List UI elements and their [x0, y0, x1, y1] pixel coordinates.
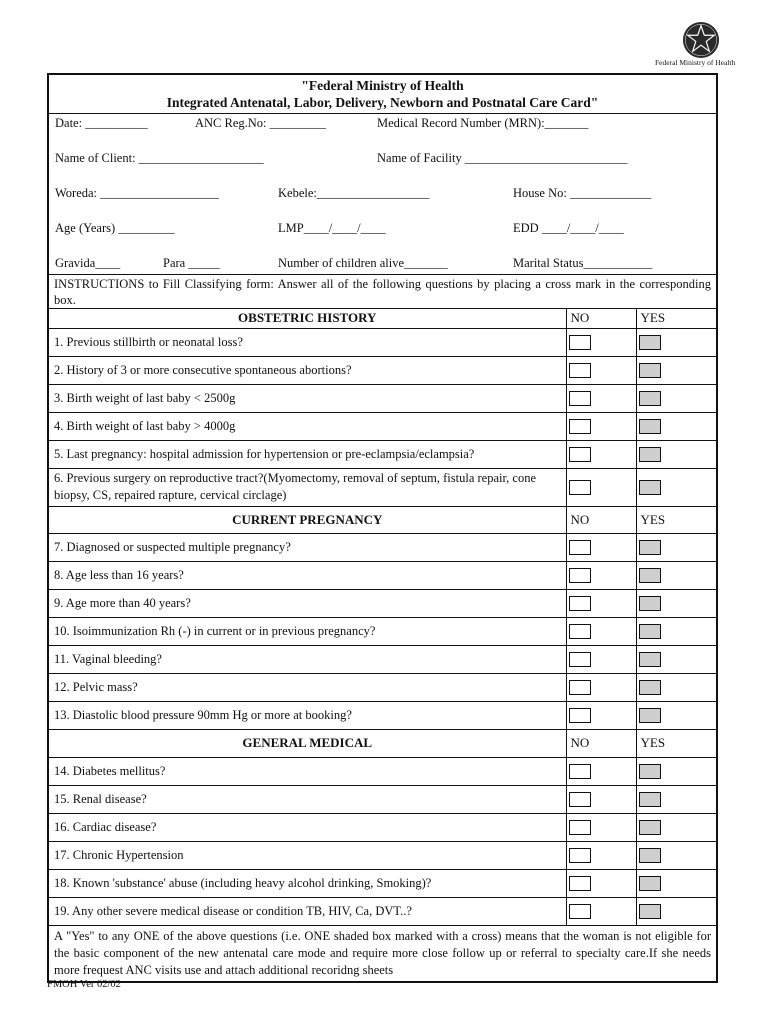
yes-cell: [636, 328, 716, 356]
no-cell: [566, 589, 636, 617]
yes-checkbox-shaded[interactable]: [639, 419, 661, 434]
yes-cell: [636, 617, 716, 645]
yes-checkbox-shaded[interactable]: [639, 708, 661, 723]
no-cell: [566, 412, 636, 440]
client-name-field[interactable]: Name of Client: ____________________: [55, 151, 264, 165]
section-header-row: [49, 729, 716, 757]
no-cell: [566, 356, 636, 384]
yes-cell: [636, 701, 716, 729]
section-heading: CURRENT PREGNANCY: [49, 506, 566, 533]
yes-checkbox-shaded[interactable]: [639, 624, 661, 639]
question-text: 18. Known 'substance' abuse (including heavy alcohol drinking, Smoking)?: [49, 869, 566, 897]
question-row: [49, 617, 716, 645]
no-checkbox[interactable]: [569, 540, 591, 555]
question-row: [49, 356, 716, 384]
no-cell: [566, 813, 636, 841]
no-cell: [566, 897, 636, 925]
question-row: [49, 757, 716, 785]
facility-name-field[interactable]: Name of Facility __________________________: [377, 151, 628, 165]
question-row: [49, 869, 716, 897]
yes-checkbox-shaded[interactable]: [639, 480, 661, 495]
no-cell: [566, 645, 636, 673]
no-cell: [566, 701, 636, 729]
no-cell: [566, 785, 636, 813]
no-checkbox[interactable]: [569, 480, 591, 495]
children-alive-field[interactable]: Number of children alive_______: [278, 256, 448, 270]
edd-field[interactable]: EDD ____/____/____: [513, 221, 624, 235]
no-cell: [566, 841, 636, 869]
yes-checkbox-shaded[interactable]: [639, 568, 661, 583]
yes-cell: [636, 785, 716, 813]
mrn-field[interactable]: Medical Record Number (MRN):_______: [377, 116, 589, 130]
no-checkbox[interactable]: [569, 848, 591, 863]
woreda-field[interactable]: Woreda: ___________________: [55, 186, 219, 200]
yes-cell: [636, 673, 716, 701]
question-text: 7. Diagnosed or suspected multiple pregnancy?: [49, 533, 566, 561]
yes-cell: [636, 533, 716, 561]
client-info-block: [49, 114, 716, 275]
no-column-header: NO: [566, 506, 636, 533]
question-row: [49, 561, 716, 589]
no-column-header: NO: [566, 309, 636, 328]
question-text: 6. Previous surgery on reproductive tract?(Myomectomy, removal of septum, fistula repair, cone biopsy, CS, repaired rapture, cervical circlage): [49, 468, 566, 506]
yes-column-header: YES: [636, 506, 716, 533]
no-checkbox[interactable]: [569, 904, 591, 919]
yes-checkbox-shaded[interactable]: [639, 540, 661, 555]
instructions: INSTRUCTIONS to Fill Classifying form: Answer all of the following questions by placing a cross mark in the corresponding box.: [49, 275, 716, 309]
star-emblem-icon: [682, 21, 720, 59]
care-card-form: [47, 73, 718, 983]
yes-cell: [636, 440, 716, 468]
no-checkbox[interactable]: [569, 596, 591, 611]
no-checkbox[interactable]: [569, 363, 591, 378]
yes-checkbox-shaded[interactable]: [639, 335, 661, 350]
yes-cell: [636, 869, 716, 897]
no-checkbox[interactable]: [569, 568, 591, 583]
yes-column-header: YES: [636, 309, 716, 328]
yes-cell: [636, 561, 716, 589]
no-cell: [566, 617, 636, 645]
question-text: 17. Chronic Hypertension: [49, 841, 566, 869]
lmp-field[interactable]: LMP____/____/____: [278, 221, 386, 235]
question-row: [49, 785, 716, 813]
question-text: 12. Pelvic mass?: [49, 673, 566, 701]
marital-status-field[interactable]: Marital Status___________: [513, 256, 653, 270]
eligibility-note: A "Yes" to any ONE of the above questions (i.e. ONE shaded box marked with a cross) means that the woman is not eligible for the basic component of the new antenatal care mode and require more close follow up or referral to specialty care.If she needs more frequest ANC visits use and attach additional recoridng sheets: [54, 928, 711, 977]
gravida-field[interactable]: Gravida____: [55, 256, 121, 270]
question-text: 4. Birth weight of last baby > 4000g: [49, 412, 566, 440]
yes-checkbox-shaded[interactable]: [639, 596, 661, 611]
yes-checkbox-shaded[interactable]: [639, 820, 661, 835]
no-checkbox[interactable]: [569, 680, 591, 695]
yes-checkbox-shaded[interactable]: [639, 848, 661, 863]
question-text: 14. Diabetes mellitus?: [49, 757, 566, 785]
question-text: 10. Isoimmunization Rh (-) in current or in previous pregnancy?: [49, 617, 566, 645]
question-row: [49, 384, 716, 412]
question-text: 3. Birth weight of last baby < 2500g: [49, 384, 566, 412]
form-title: [49, 75, 716, 114]
yes-cell: [636, 589, 716, 617]
question-text: 16. Cardiac disease?: [49, 813, 566, 841]
question-text: 5. Last pregnancy: hospital admission for hypertension or pre-eclampsia/eclampsia?: [49, 440, 566, 468]
para-field[interactable]: Para _____: [163, 256, 220, 270]
no-cell: [566, 440, 636, 468]
no-checkbox[interactable]: [569, 624, 591, 639]
no-checkbox[interactable]: [569, 820, 591, 835]
question-row: [49, 841, 716, 869]
no-checkbox[interactable]: [569, 792, 591, 807]
no-cell: [566, 561, 636, 589]
no-checkbox[interactable]: [569, 764, 591, 779]
no-checkbox[interactable]: [569, 419, 591, 434]
question-text: 19. Any other severe medical disease or condition TB, HIV, Ca, DVT..?: [49, 897, 566, 925]
yes-checkbox-shaded[interactable]: [639, 391, 661, 406]
form-version: FMOH Ver 02/02: [47, 979, 121, 990]
no-cell: [566, 757, 636, 785]
section-heading: OBSTETRIC HISTORY: [49, 309, 566, 328]
title-line-1: "Federal Ministry of Health: [301, 78, 464, 93]
yes-checkbox-shaded[interactable]: [639, 876, 661, 891]
section-header-row: [49, 506, 716, 533]
yes-cell: [636, 384, 716, 412]
yes-checkbox-shaded[interactable]: [639, 764, 661, 779]
no-cell: [566, 533, 636, 561]
question-row: [49, 673, 716, 701]
question-text: 11. Vaginal bleeding?: [49, 645, 566, 673]
yes-checkbox-shaded[interactable]: [639, 792, 661, 807]
no-cell: [566, 384, 636, 412]
yes-checkbox-shaded[interactable]: [639, 447, 661, 462]
yes-checkbox-shaded[interactable]: [639, 363, 661, 378]
yes-cell: [636, 412, 716, 440]
no-checkbox[interactable]: [569, 876, 591, 891]
logo-caption: Federal Ministry of Health: [655, 58, 736, 67]
anc-reg-field[interactable]: ANC Reg.No: _________: [195, 116, 326, 130]
no-column-header: NO: [566, 729, 636, 757]
no-checkbox[interactable]: [569, 335, 591, 350]
question-text: 1. Previous stillbirth or neonatal loss?: [49, 328, 566, 356]
no-checkbox[interactable]: [569, 391, 591, 406]
yes-checkbox-shaded[interactable]: [639, 904, 661, 919]
question-text: 9. Age more than 40 years?: [49, 589, 566, 617]
question-row: [49, 701, 716, 729]
screening-table: [49, 309, 716, 926]
yes-cell: [636, 841, 716, 869]
kebele-field[interactable]: Kebele:__________________: [278, 186, 430, 200]
yes-cell: [636, 356, 716, 384]
no-checkbox[interactable]: [569, 652, 591, 667]
question-text: 2. History of 3 or more consecutive spontaneous abortions?: [49, 356, 566, 384]
section-header-row: [49, 309, 716, 328]
yes-column-header: YES: [636, 729, 716, 757]
question-row: [49, 468, 716, 506]
question-row: [49, 897, 716, 925]
question-row: [49, 813, 716, 841]
yes-cell: [636, 645, 716, 673]
age-field[interactable]: Age (Years) _________: [55, 221, 175, 235]
question-text: 8. Age less than 16 years?: [49, 561, 566, 589]
yes-cell: [636, 813, 716, 841]
title-line-2: Integrated Antenatal, Labor, Delivery, Newborn and Postnatal Care Card": [166, 95, 599, 110]
question-text: 13. Diastolic blood pressure 90mm Hg or more at booking?: [49, 701, 566, 729]
no-checkbox[interactable]: [569, 708, 591, 723]
no-cell: [566, 869, 636, 897]
question-row: [49, 645, 716, 673]
no-cell: [566, 673, 636, 701]
yes-checkbox-shaded[interactable]: [639, 652, 661, 667]
yes-cell: [636, 757, 716, 785]
question-row: [49, 328, 716, 356]
no-checkbox[interactable]: [569, 447, 591, 462]
question-row: [49, 589, 716, 617]
yes-checkbox-shaded[interactable]: [639, 680, 661, 695]
question-row: [49, 533, 716, 561]
yes-cell: [636, 468, 716, 506]
no-cell: [566, 468, 636, 506]
question-row: [49, 412, 716, 440]
house-no-field[interactable]: House No: _____________: [513, 186, 652, 200]
date-field[interactable]: Date: __________: [55, 116, 148, 130]
yes-cell: [636, 897, 716, 925]
question-text: 15. Renal disease?: [49, 785, 566, 813]
section-heading: GENERAL MEDICAL: [49, 729, 566, 757]
no-cell: [566, 328, 636, 356]
question-row: [49, 440, 716, 468]
